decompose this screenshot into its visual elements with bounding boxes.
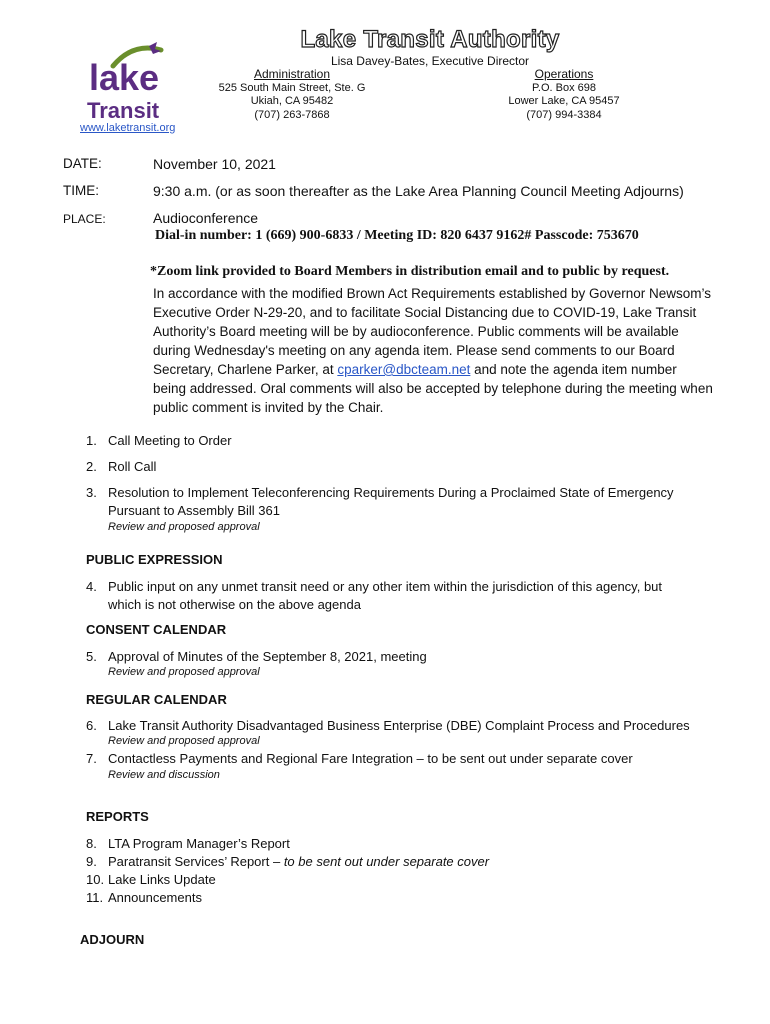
item-number: 10. xyxy=(86,872,105,887)
agenda-item-10 xyxy=(86,871,216,889)
agenda-item-4 xyxy=(86,578,662,596)
date-label: DATE: xyxy=(63,156,102,171)
agenda-item-5-note: Review and proposed approval xyxy=(108,666,260,678)
place-label: PLACE: xyxy=(63,212,106,226)
item-text: Resolution to Implement Teleconferencing Requirements During a Proclaimed State of Emergency xyxy=(108,485,674,500)
agenda-item-7 xyxy=(86,750,633,768)
administration-line1: 525 South Main Street, Ste. G xyxy=(218,81,366,94)
agenda-item-6-note: Review and proposed approval xyxy=(108,735,260,747)
item-text: Public input on any unmet transit need or any other item within the jurisdiction of this agency, but xyxy=(108,579,663,594)
item-text: Lake Links Update xyxy=(108,872,216,887)
section-consent-calendar: CONSENT CALENDAR xyxy=(86,622,227,637)
place-value: Audioconference xyxy=(153,210,259,226)
notice-paragraph xyxy=(153,284,713,417)
administration-line2: Ukiah, CA 95482 xyxy=(250,95,334,107)
time-label: TIME: xyxy=(63,183,99,198)
item-text: Lake Transit Authority Disadvantaged Business Enterprise (DBE) Complaint Process and Procedures xyxy=(108,718,690,733)
agenda-item-9 xyxy=(86,853,489,871)
agenda-item-3 xyxy=(86,484,674,502)
date-value: November 10, 2021 xyxy=(153,156,276,172)
item-text: Call Meeting to Order xyxy=(108,433,232,448)
administration-line3: (707) 263-7868 xyxy=(254,108,330,121)
item-number: 8. xyxy=(86,836,97,851)
item-number: 6. xyxy=(86,718,97,733)
section-public-expression: PUBLIC EXPRESSION xyxy=(86,552,223,567)
agenda-item-8 xyxy=(86,835,290,853)
item-text: Roll Call xyxy=(108,459,157,474)
item-text: Contactless Payments and Regional Fare Integration – to be sent out under separate cover xyxy=(108,751,633,766)
operations-address xyxy=(494,68,634,122)
operations-heading: Operations xyxy=(534,67,594,81)
item-text: LTA Program Manager’s Report xyxy=(108,836,290,851)
item-number: 5. xyxy=(86,649,97,664)
agenda-item-7-note: Review and discussion xyxy=(108,769,220,781)
operations-line3: (707) 994-3384 xyxy=(526,108,602,121)
administration-address xyxy=(212,68,372,122)
item-number: 3. xyxy=(86,485,97,500)
zoom-note: *Zoom link provided to Board Members in distribution email and to public by request. xyxy=(150,264,670,279)
item-number: 11. xyxy=(86,890,104,905)
operations-line2: Lower Lake, CA 95457 xyxy=(508,95,620,107)
agenda-item-1 xyxy=(86,432,232,450)
agenda-item-11 xyxy=(86,889,202,907)
agenda-item-2 xyxy=(86,458,156,476)
item-text: Announcements xyxy=(108,890,202,905)
website-link[interactable]: www.laketransit.org xyxy=(80,122,176,134)
agenda-item-5 xyxy=(86,648,427,666)
item-number: 7. xyxy=(86,751,97,766)
email-link[interactable]: cparker@dbcteam.net xyxy=(337,362,471,377)
agenda-item-4-cont: which is not otherwise on the above agenda xyxy=(108,597,361,612)
operations-line1: P.O. Box 698 xyxy=(531,81,596,94)
org-title: Lake Transit Authority xyxy=(300,26,560,53)
notice-text-2: and note the agenda item number being addressed. Oral comments will also be accepted by telephone during the meeting when public comment is invited by the Chair. xyxy=(153,362,713,415)
logo-word-lake: lake xyxy=(89,57,160,98)
item-number: 2. xyxy=(86,459,97,474)
item-text-italic: to be sent out under separate cover xyxy=(283,854,490,869)
item-number: 9. xyxy=(86,854,97,869)
administration-heading: Administration xyxy=(253,67,331,81)
section-reports: REPORTS xyxy=(86,809,149,824)
agenda-item-3-note: Review and proposed approval xyxy=(108,521,260,533)
item-text: Paratransit Services’ Report – xyxy=(108,854,284,869)
dial-in-info: Dial-in number: 1 (669) 900-6833 / Meeting ID: 820 6437 9162# Passcode: 753670 xyxy=(155,228,639,243)
executive-director: Lisa Davey-Bates, Executive Director xyxy=(330,54,530,68)
agenda-item-3-cont: Pursuant to Assembly Bill 361 xyxy=(108,503,280,518)
item-text: Approval of Minutes of the September 8, 2021, meeting xyxy=(108,649,427,664)
agenda-item-6 xyxy=(86,717,690,735)
item-number: 1. xyxy=(86,433,97,448)
adjourn-heading: ADJOURN xyxy=(80,932,145,947)
time-value: 9:30 a.m. (or as soon thereafter as the Lake Area Planning Council Meeting Adjourns) xyxy=(153,183,684,199)
section-regular-calendar: REGULAR CALENDAR xyxy=(86,692,227,707)
notice-text-1: In accordance with the modified Brown Act Requirements established by Governor Newsom’s Executive Order N-29-20, and to facilitate Social Distancing due to COVID-19, Lake Transit Authority’s Board meeting will be by audioconference. Public comments will be available during Wednesday's meeting on any agenda item. Please send comments to our Board Secretary, Charlene Parker, at xyxy=(153,286,712,377)
item-number: 4. xyxy=(86,579,97,594)
logo-word-transit: Transit xyxy=(87,98,160,122)
